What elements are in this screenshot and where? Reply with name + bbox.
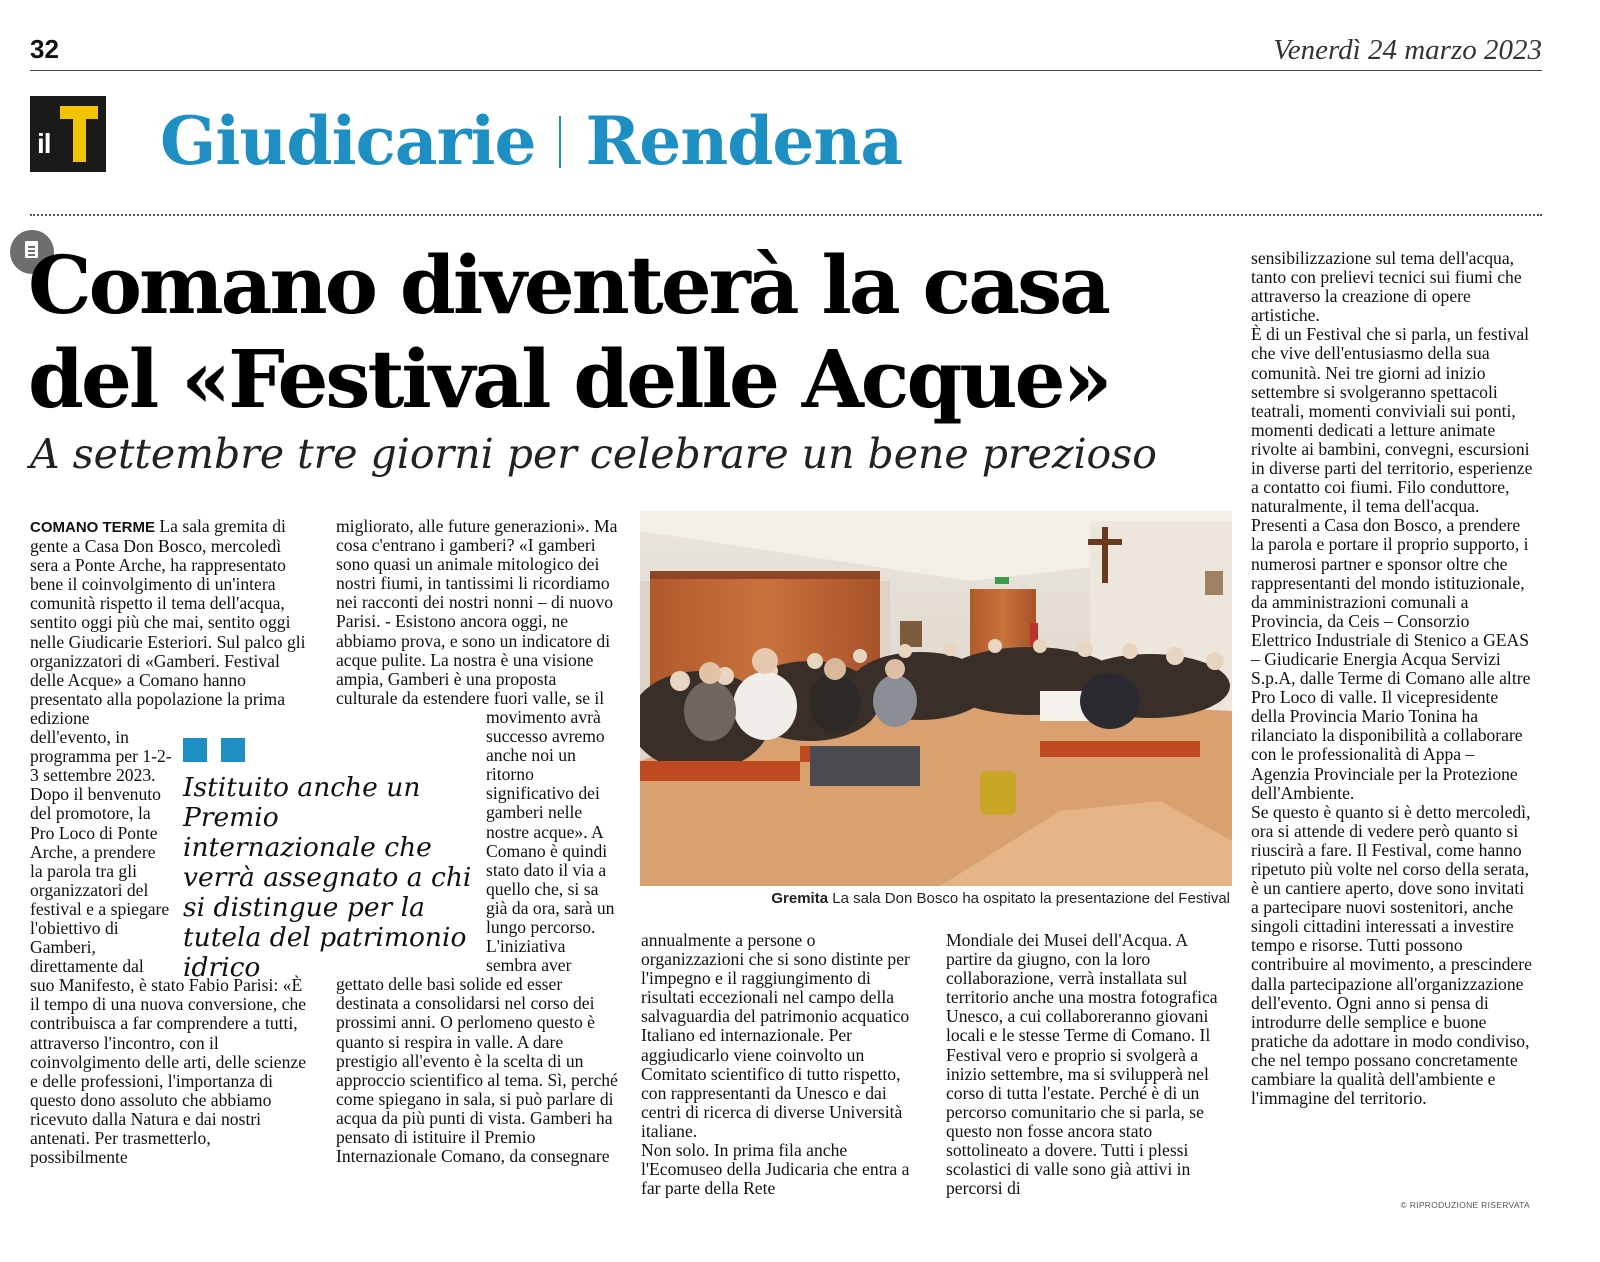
col3-text-b: Non solo. In prima fila anche l'Ecomuseo della Judicaria che entra a far parte della Rete [641,1140,910,1199]
headline-line-2: del «Festival delle Acque» [28,332,1110,426]
section-left: Giudicarie [160,102,536,180]
page-number: 32 [30,34,59,64]
audience-hall-photo [640,511,1232,886]
pull-quote [183,738,473,983]
headline [28,238,1238,426]
quote-mark [221,738,245,762]
section-right: Rendena [585,102,903,180]
article-column-4 [946,931,1228,1198]
copyright-notice: © RIPRODUZIONE RISERVATA [1400,1200,1530,1210]
col3-text: annualmente a persone o organizzazioni che si sono distinte per l'impegno e il raggiungimento di risultati eccezionali nel campo della salvaguardia del patrimonio acquatico Italiano ed internazionale. Per aggiudicarlo viene coinvolto un Comitato scientifico di tutto rispetto, con rappresentanti da Unesco e dai centri di ricerca di diverse Università italiane. [641,930,910,1141]
article-photo [640,511,1232,886]
col5-text-c: Se questo è quanto si è detto mercoledì, ora si attende di vedere però quanto si riuscirà a fare. Il Festival, come hanno ripetuto più volte nel corso della serata, è un cantiere aperto, dove sono invitati a partecipare nuovi sostenitori, anche singoli cittadini interessati a investire tempo e risorse. Tutti possono contribuire al movimento, a prescindere dalla partecipazione all'organizzazione dell'evento. Ogni anno si pensa di introdurre delle semplice e buone pratiche da adottare in modo condiviso, che nel tempo possano concretamente cambiare la qualità dell'ambiente e l'immagine del territorio. [1251,801,1532,1109]
section-title [160,102,902,180]
section-separator [559,116,561,168]
article-column-3 [641,931,923,1198]
col5-text-b: È di un Festival che si parla, un festival che vive dell'entusiasmo della sua comunità. Nei tre giorni ad inizio settembre si svolgeranno spettacoli teatrali, momenti conviviali sui ponti, momenti dedicati a letture animate rivolte ai bambini, convegni, escursioni in diverse parti del territorio, esperienze a contatto coi fiumi. Filo conduttore, naturalmente, il tema dell'acqua. Presenti a Casa don Bosco, a prendere la parola e portare il proprio supporto, i numerosi partner e sponsor oltre che rappresentanti del mondo istituzionale, da amministrazioni comunali a Provincia, da Ceis – Consorzio Elettrico Industriale di Stenico a GEAS – Giudicarie Energia Acqua Servizi S.p.A, dalle Terme di Comano alle altre Pro Loco di valle. Il vicepresidente della Provincia Mario Tonina ha rilanciato la disponibilità a collaborare con le professionalità di Appa – Agenzia Provinciale per la Protezione dell'Ambiente. [1251,324,1533,803]
photo-caption [771,890,1230,907]
newspaper-logo [30,96,106,172]
article-column-5 [1251,249,1533,1108]
photo-caption-text: La sala Don Bosco ha ospitato la presentazione del Festival [828,890,1230,907]
col2-text: migliorato, alle future generazioni». Ma cosa c'entrano i gamberi? «I gamberi sono quasi un animale mitologico dei nostri fiumi, in tantissimi li ricordiamo nei racconti dei nostri nonni – di nuovo Parisi. - Esistono ancora oggi, ne abbiamo prova, e sono un indicatore di acque pulite. La nostra è una visione ampia, Gamberi è una proposta culturale da estendere fuori valle, se il movimento avrà successo avremo anche noi un ritorno significativo dei gamberi nelle nostre acque». A Comano è quindi stato dato il via a quello che, si sa già da ora, sarà un lungo percorso. L'iniziativa sembra aver gettato delle basi solide ed esser destinata a consolidarsi nel corso dei prossimi anni. O perlomeno questo è quanto si respira in valle. A dare prestigio all'evento è la scelta di un approccio scientifico al tema. Sì, perché come spiegano in sala, si può parlare di acqua da più punti di vista. Gamberi ha pensato di istituire il Premio Internazionale Comano, da consegnare [336,516,618,1167]
dotted-rule [30,214,1542,216]
col5-text: sensibilizzazione sul tema dell'acqua, tanto con prelievi tecnici sui fiumi che attraverso la creazione di opere artistiche. [1251,248,1522,326]
issue-date: Venerdì 24 marzo 2023 [1273,34,1542,66]
top-rule [30,70,1542,71]
col1-text: La sala gremita di gente a Casa Don Bosco, mercoledì sera a Ponte Arche, ha rappresentato bene il coinvolgimento di un'intera comunità rispetto il tema dell'acqua, sentito oggi più che mai, sentito oggi nelle Giudicarie Esteriori. Sul palco gli organizzatori di «Gamberi. Festival delle Acque» a Comano hanno presentato alla popolazione la prima edizione dell'evento, in programma per 1-2-3 settembre 2023. Dopo il benvenuto del promotore, la Pro Loco di Ponte Arche, a prendere la parola tra gli organizzatori del festival e a spiegare l'obiettivo di Gamberi, direttamente dal suo Manifesto, è stato Fabio Parisi: «È il tempo di una nuova conversione, che contribuisca a far comprendere a tutti, attraverso l'incontro, con il coinvolgimento delle arti, delle scienze e delle professioni, l'importanza di questo dono assoluto che abbiamo ricevuto dalla Natura e dai nostri antenati. Per trasmetterlo, possibilmente [30,516,307,1168]
col4-text: Mondiale dei Musei dell'Acqua. A partire da giugno, con la loro collaborazione, verrà installata sul territorio anche una mostra fotografica Unesco, a cui collaboreranno giovani locali e le stesse Terme di Comano. Il Festival vero e proprio si svolgerà a inizio settembre, ma si svilupperà nel corso di tutta l'estate. Perché è di un percorso comunitario che si parla, se questo non fosse ancora stato sottolineato a dovere. Tutti i plessi scolastici di valle sono già attivi in percorsi di [946,930,1218,1199]
pull-quote-text: Istituito anche un Premio internazionale che verrà assegnato a chi si distingue per la tutela del patrimonio idrico [183,772,472,983]
photo-caption-label: Gremita [771,890,829,907]
subheadline: A settembre tre giorni per celebrare un bene prezioso [30,430,1157,478]
dateline: COMANO TERME [30,519,155,536]
logo-text: il [37,128,51,159]
headline-line-1: Comano diventerà la casa [28,238,1108,332]
quote-mark [183,738,207,762]
